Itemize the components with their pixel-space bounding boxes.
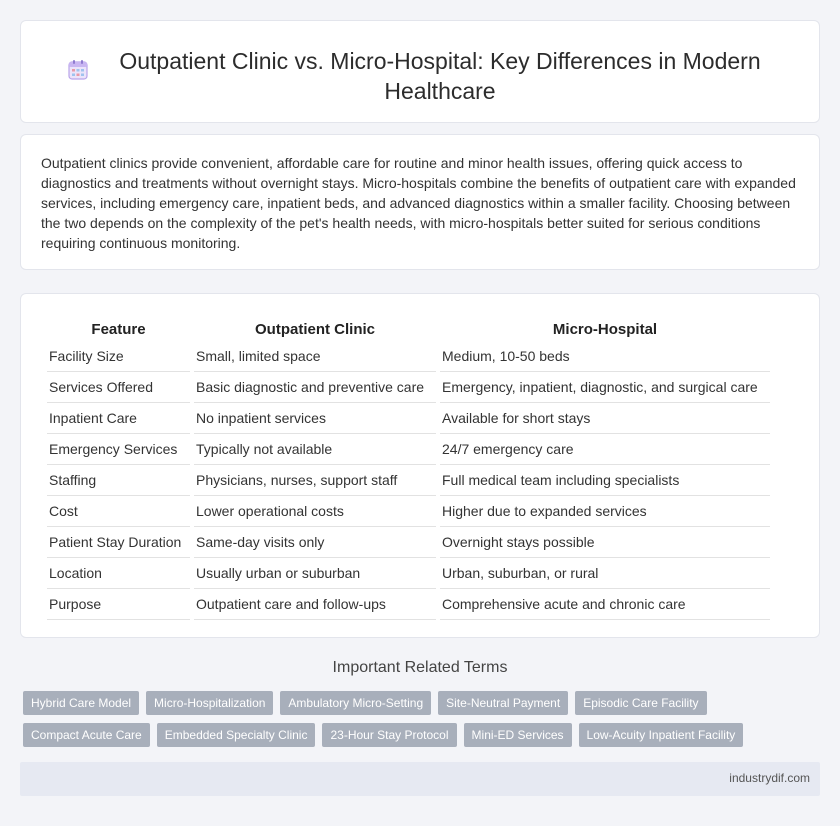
table-row (47, 372, 770, 403)
table-row (47, 341, 770, 372)
outpatient-cell: Typically not available (194, 434, 436, 465)
feature-cell: Inpatient Care (47, 403, 190, 434)
summary-card (20, 134, 820, 270)
related-term-tag[interactable]: Mini-ED Services (464, 723, 572, 747)
related-term-tag[interactable]: Ambulatory Micro-Setting (280, 691, 431, 715)
table-row (47, 558, 770, 589)
micro-hospital-cell: Emergency, inpatient, diagnostic, and surgical care (440, 372, 770, 403)
table-row (47, 403, 770, 434)
feature-cell: Emergency Services (47, 434, 190, 465)
feature-cell: Location (47, 558, 190, 589)
related-term-tag[interactable]: Hybrid Care Model (23, 691, 139, 715)
related-term-tag[interactable]: Micro-Hospitalization (146, 691, 273, 715)
feature-cell: Facility Size (47, 341, 190, 372)
micro-hospital-cell: Higher due to expanded services (440, 496, 770, 527)
feature-cell: Cost (47, 496, 190, 527)
related-term-tag[interactable]: 23-Hour Stay Protocol (322, 723, 456, 747)
page-title: Outpatient Clinic vs. Micro-Hospital: Key Differences in Modern Healthcare (119, 48, 761, 104)
related-term-tag[interactable]: Compact Acute Care (23, 723, 150, 747)
related-terms-tags (23, 691, 823, 755)
title-card (20, 20, 820, 123)
outpatient-cell: Lower operational costs (194, 496, 436, 527)
table-row (47, 496, 770, 527)
related-term-tag[interactable]: Low-Acuity Inpatient Facility (579, 723, 744, 747)
outpatient-cell: Outpatient care and follow-ups (194, 589, 436, 620)
outpatient-cell: Small, limited space (194, 341, 436, 372)
micro-hospital-cell: Comprehensive acute and chronic care (440, 589, 770, 620)
table-row (47, 434, 770, 465)
header-feature: Feature (91, 321, 146, 338)
related-term-tag[interactable]: Episodic Care Facility (575, 691, 706, 715)
outpatient-cell: Same-day visits only (194, 527, 436, 558)
header-micro-hospital: Micro-Hospital (552, 321, 658, 338)
title-wrap (21, 46, 819, 106)
micro-hospital-cell: Urban, suburban, or rural (440, 558, 770, 589)
related-terms-title: Important Related Terms (332, 659, 508, 676)
header-outpatient-clinic: Outpatient Clinic (255, 321, 375, 338)
feature-cell: Purpose (47, 589, 190, 620)
summary-text: Outpatient clinics provide convenient, affordable care for routine and minor health issues, offering quick access to diagnostics and treatments without overnight stays. Micro-hospitals combine the benefits of outpatient care with expanded services, including emergency care, inpatient beds, and advanced diagnostics within a smaller facility. Choosing between the two depends on the complexity of the pet's health needs, with micro-hospitals better suited for serious conditions requiring continuous monitoring. (41, 155, 796, 251)
footer-site-link[interactable]: industrydif.com (729, 771, 810, 785)
related-term-tag[interactable]: Site-Neutral Payment (438, 691, 568, 715)
comparison-table (43, 314, 774, 620)
table-row (47, 589, 770, 620)
micro-hospital-cell: Medium, 10-50 beds (440, 341, 770, 372)
micro-hospital-cell: Overnight stays possible (440, 527, 770, 558)
feature-cell: Patient Stay Duration (47, 527, 190, 558)
table-row (47, 527, 770, 558)
comparison-card (20, 293, 820, 638)
table-header-row (47, 314, 770, 341)
table-row (47, 465, 770, 496)
tag-row (23, 691, 823, 715)
calendar-icon (66, 58, 90, 82)
outpatient-cell: Basic diagnostic and preventive care (194, 372, 436, 403)
tag-row (23, 723, 823, 747)
micro-hospital-cell: Full medical team including specialists (440, 465, 770, 496)
feature-cell: Services Offered (47, 372, 190, 403)
outpatient-cell: No inpatient services (194, 403, 436, 434)
related-term-tag[interactable]: Embedded Specialty Clinic (157, 723, 316, 747)
outpatient-cell: Physicians, nurses, support staff (194, 465, 436, 496)
feature-cell: Staffing (47, 465, 190, 496)
micro-hospital-cell: 24/7 emergency care (440, 434, 770, 465)
micro-hospital-cell: Available for short stays (440, 403, 770, 434)
outpatient-cell: Usually urban or suburban (194, 558, 436, 589)
footer (20, 762, 820, 796)
